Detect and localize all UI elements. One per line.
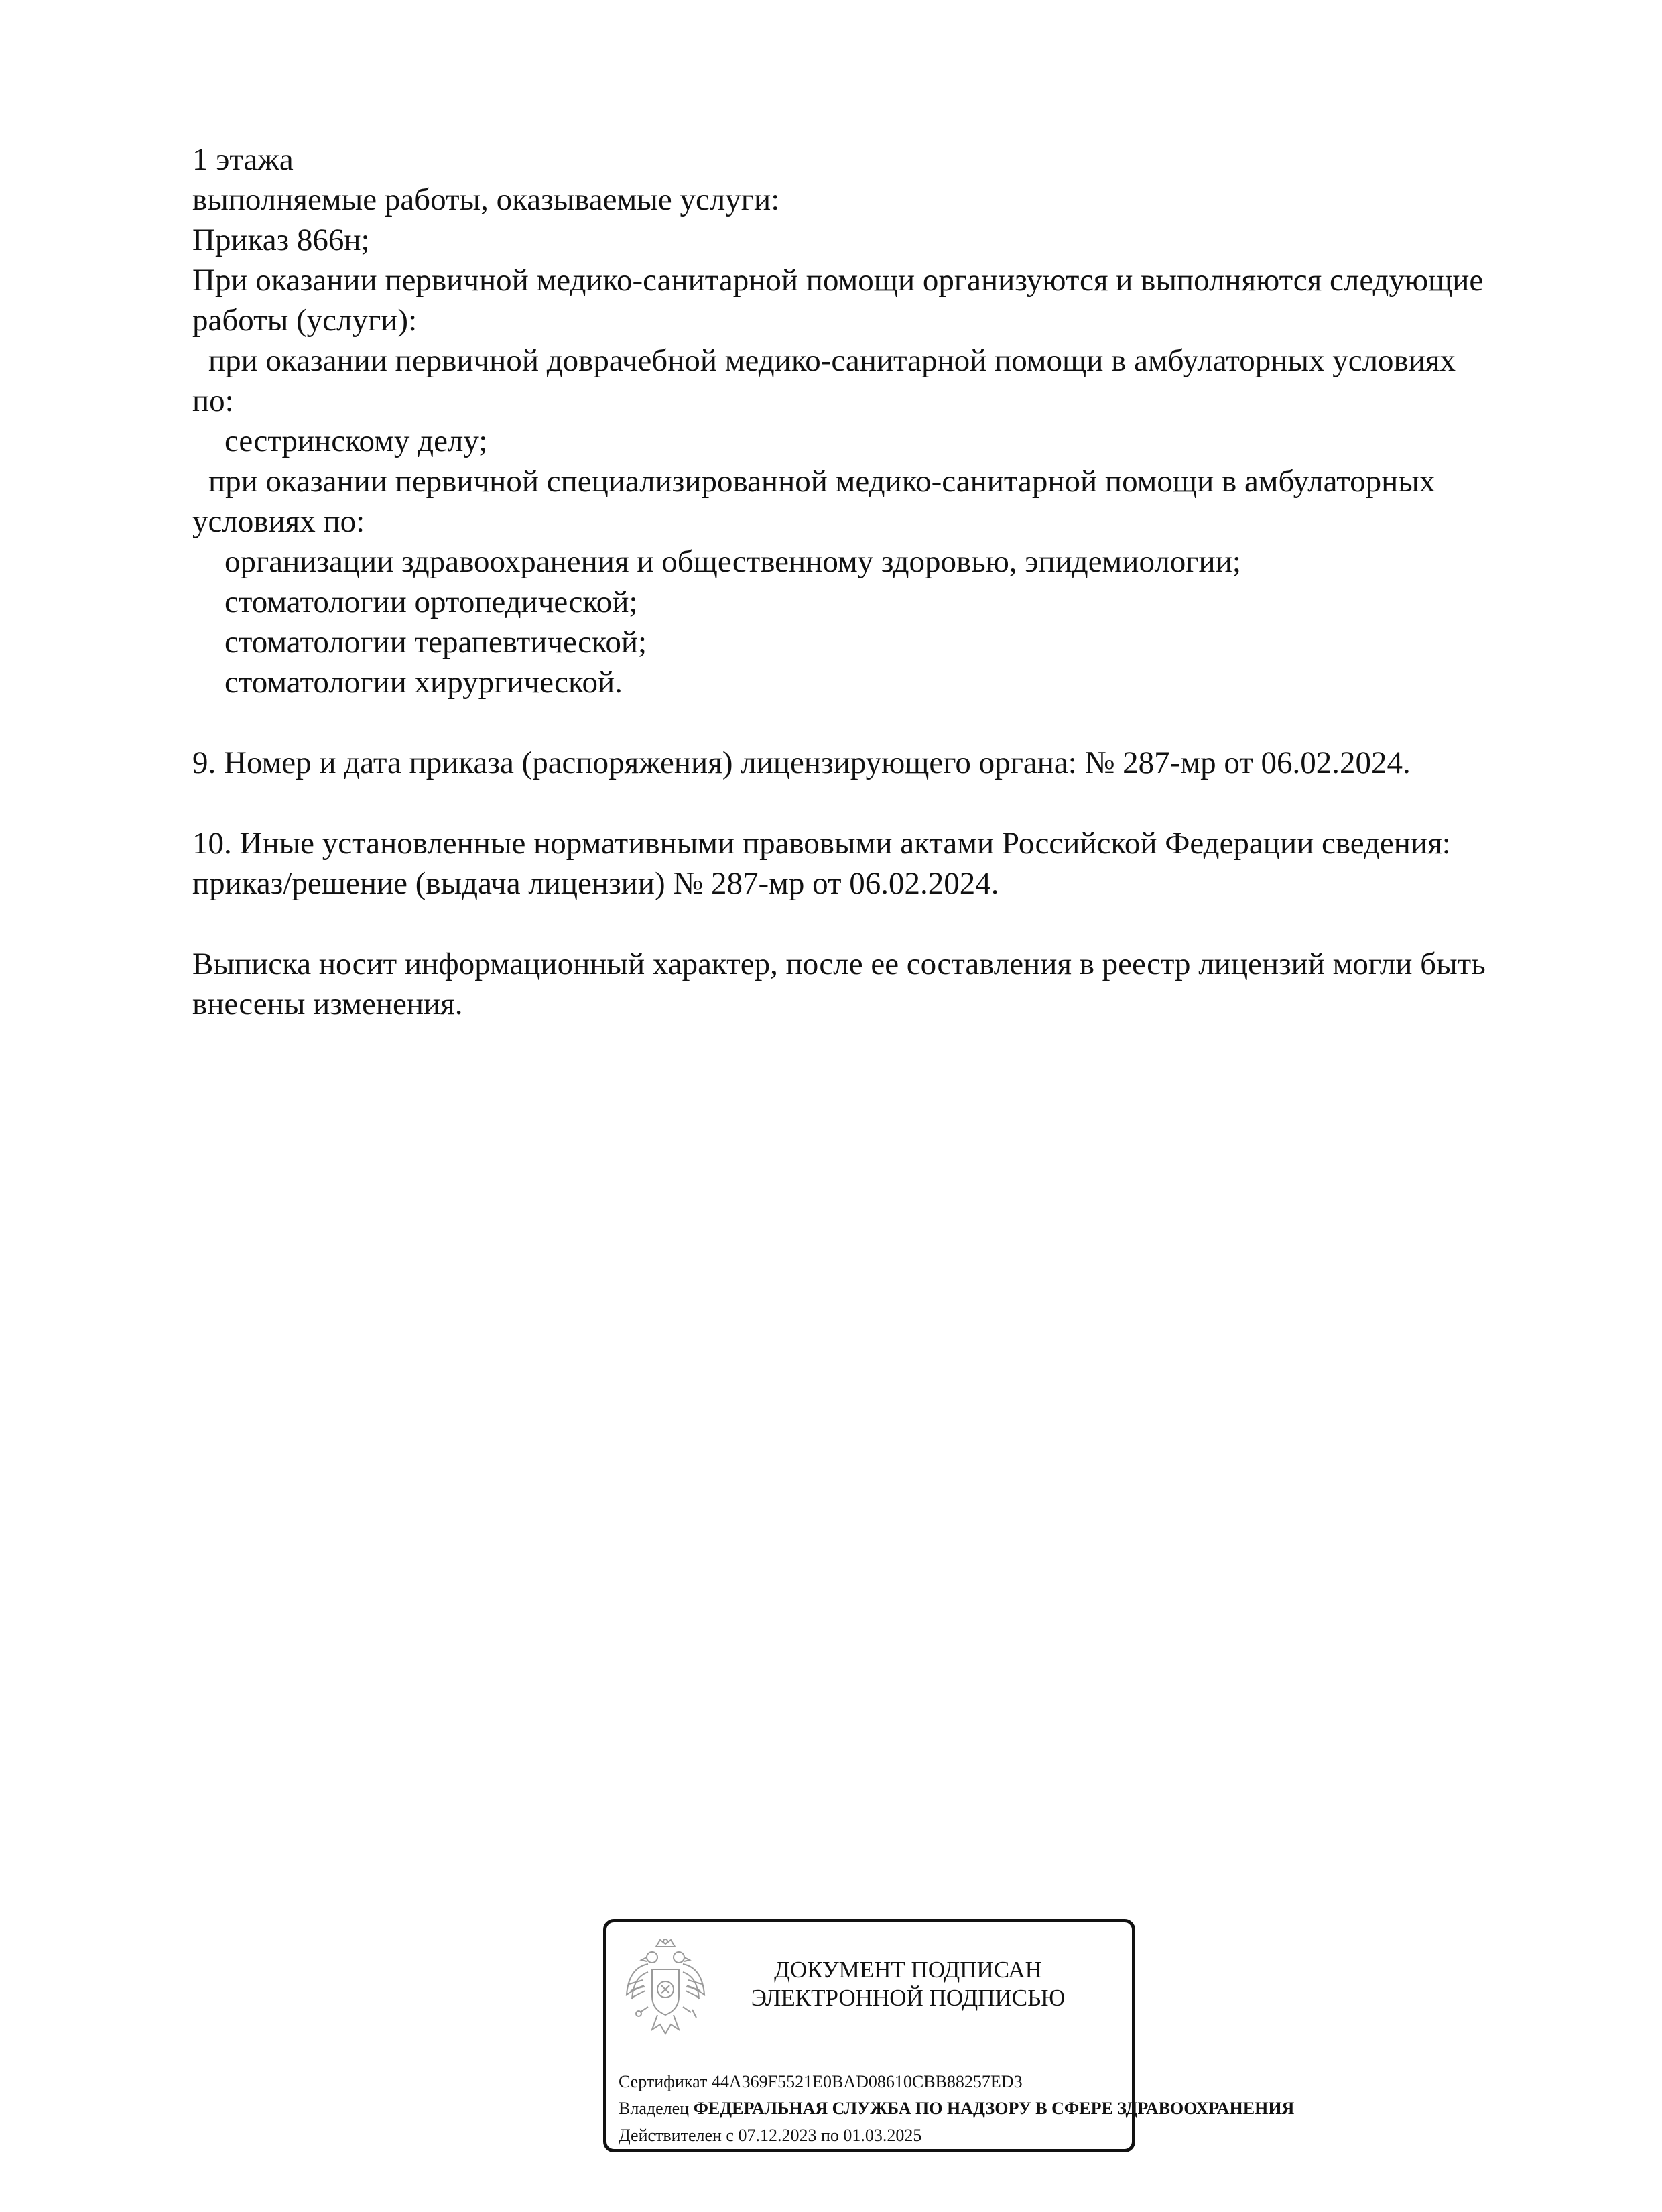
item-10-line-1: 10. Иные установленные нормативными правовыми актами Российской Федерации сведения:	[192, 826, 1451, 861]
stamp-title	[720, 1956, 1096, 2012]
text-line: при оказании первичной доврачебной медико-санитарной помощи в амбулаторных условиях	[208, 343, 1456, 378]
text-line: Приказ 866н;	[192, 223, 370, 257]
document-body	[192, 139, 1553, 1024]
stamp-title-line-1: ДОКУМЕНТ ПОДПИСАН	[774, 1957, 1042, 1983]
paragraph-gap	[192, 702, 1553, 743]
text-line: стоматологии терапевтической;	[225, 625, 647, 660]
electronic-signature-stamp	[603, 1919, 1295, 2152]
paragraph-gap	[192, 783, 1553, 823]
text-line: 1 этажа	[192, 142, 294, 177]
paragraph-gap	[192, 904, 1553, 944]
text-line: при оказании первичной специализированной медико-санитарной помощи в амбулаторных	[208, 464, 1435, 499]
stamp-title-line-2: ЭЛЕКТРОННОЙ ПОДПИСЬЮ	[751, 1985, 1066, 2011]
certificate-value: 44A369F5521E0BAD08610CBB88257ED3	[711, 2072, 1023, 2091]
text-line: выполняемые работы, оказываемые услуги:	[192, 182, 780, 217]
text-line: работы (услуги):	[192, 303, 418, 338]
text-line: сестринскому делу;	[225, 424, 488, 458]
owner-row	[619, 2095, 1295, 2122]
note-line-1: Выписка носит информационный характер, после ее составления в реестр лицензий могли быть	[192, 946, 1486, 981]
certificate-label: Сертификат	[619, 2072, 708, 2091]
text-line: стоматологии ортопедической;	[225, 585, 638, 619]
item-10-line-2: приказ/решение (выдача лицензии) № 287-мр от 06.02.2024.	[192, 866, 999, 901]
stamp-details	[619, 2069, 1295, 2149]
russian-coat-of-arms-icon	[621, 1937, 710, 2038]
text-line: организации здравоохранения и общественному здоровью, эпидемиологии;	[225, 544, 1241, 579]
owner-label: Владелец	[619, 2099, 690, 2118]
text-line: условиях по:	[192, 504, 365, 539]
note-line-2: внесены изменения.	[192, 987, 463, 1022]
text-line: стоматологии хирургической.	[225, 665, 623, 700]
certificate-row	[619, 2069, 1155, 2095]
item-9: 9. Номер и дата приказа (распоряжения) лицензирующего органа: № 287-мр от 06.02.2024.	[192, 745, 1411, 780]
validity-row: Действителен с 07.12.2023 по 01.03.2025	[619, 2126, 922, 2145]
text-line: по:	[192, 383, 234, 418]
owner-value: ФЕДЕРАЛЬНАЯ СЛУЖБА ПО НАДЗОРУ В СФЕРЕ ЗДРАВООХРАНЕНИЯ	[693, 2099, 1295, 2118]
text-line: При оказании первичной медико-санитарной помощи организуются и выполняются следующие	[192, 263, 1484, 298]
